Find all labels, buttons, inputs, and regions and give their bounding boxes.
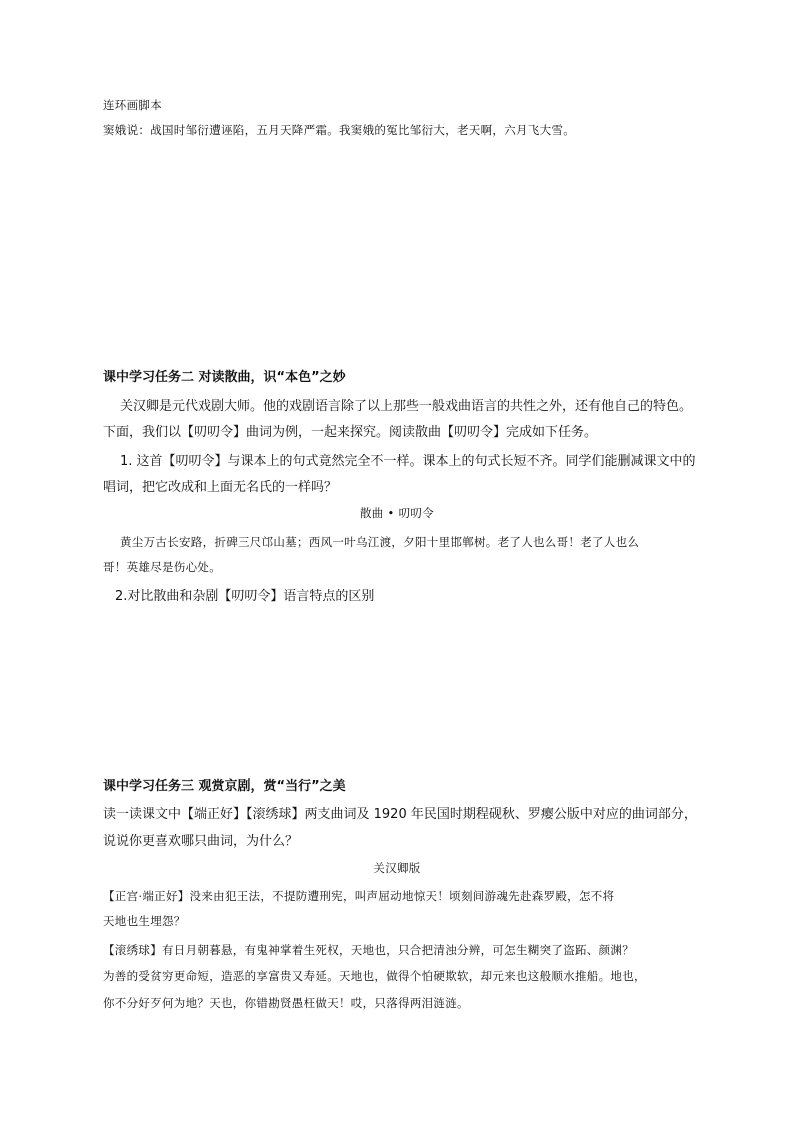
poem-title: 散曲 • 叨叨令 — [360, 506, 434, 520]
gunxiuqiu-line-1: 【滚绣球】有日月朝暮悬，有鬼神掌着生死权，天地也，只合把清浊分辨，可怎生糊突了盗跖、颜渊？ — [103, 943, 634, 957]
duanzhenghao-line-2: 天地也生埋怨？ — [103, 914, 186, 928]
duanzhenghao-line-1: 【正宫·端正好】没来由犯王法，不提防遭刑宪，叫声屈动地惊天！顷刻间游魂先赴森罗殿，怎不将 — [103, 889, 615, 903]
task2-heading: 课中学习任务二 对读散曲，识“本色”之妙 — [103, 370, 346, 385]
gunxiuqiu-line-3: 你不分好歹何为地？天也，你错勘贤愚枉做天！哎，只落得两泪涟涟。 — [103, 996, 469, 1010]
task2-intro-line-1: 关汉卿是元代戏剧大师。他的戏剧语言除了以上那些一般戏曲语言的共性之外，还有他自己的特色。 — [120, 399, 693, 414]
task2-question-2: 2.对比散曲和杂剧【叨叨令】语言特点的区别 — [115, 589, 375, 604]
task2-question-1-line-2: 唱词，把它改成和上面无名氏的一样吗？ — [103, 480, 338, 495]
storyboard-line: 窦娥说：战国时邹衍遭诬陷，五月天降严霜。我窦娥的冤比邹衍大，老天啊，六月飞大雪。 — [103, 123, 575, 137]
task2-question-1-line-1: 1. 这首【叨叨令】与课本上的句式竟然完全不一样。课本上的句式长短不齐。同学们能删减课文中的 — [120, 454, 696, 469]
storyboard-title: 连环画脚本 — [103, 98, 162, 112]
task2-intro-line-2: 下面，我们以【叨叨令】曲词为例，一起来探究。阅读散曲【叨叨令】完成如下任务。 — [103, 425, 598, 440]
task3-heading: 课中学习任务三 观赏京剧，赏“当行”之美 — [103, 779, 346, 794]
poem-line-1: 黄尘万古长安路，折碑三尺邙山墓；西风一叶乌江渡，夕阳十里邯郸树。老了人也么哥！老了人也么 — [120, 535, 640, 549]
version-title: 关汉卿版 — [373, 861, 421, 875]
task3-intro-line-2: 说说你更喜欢哪只曲词，为什么？ — [103, 834, 299, 849]
gunxiuqiu-line-2: 为善的受贫穷更命短，造恶的享富贵又寿延。天地也，做得个怕硬欺软，却元来也这般顺水推船。地也， — [103, 969, 646, 983]
task3-intro-line-1: 读一读课文中【端正好】【滚绣球】两支曲词及 1920 年民国时期程砚秋、罗瘿公版中对应的曲词部分， — [103, 807, 697, 822]
poem-line-2: 哥！英雄尽是伤心处。 — [103, 560, 221, 574]
